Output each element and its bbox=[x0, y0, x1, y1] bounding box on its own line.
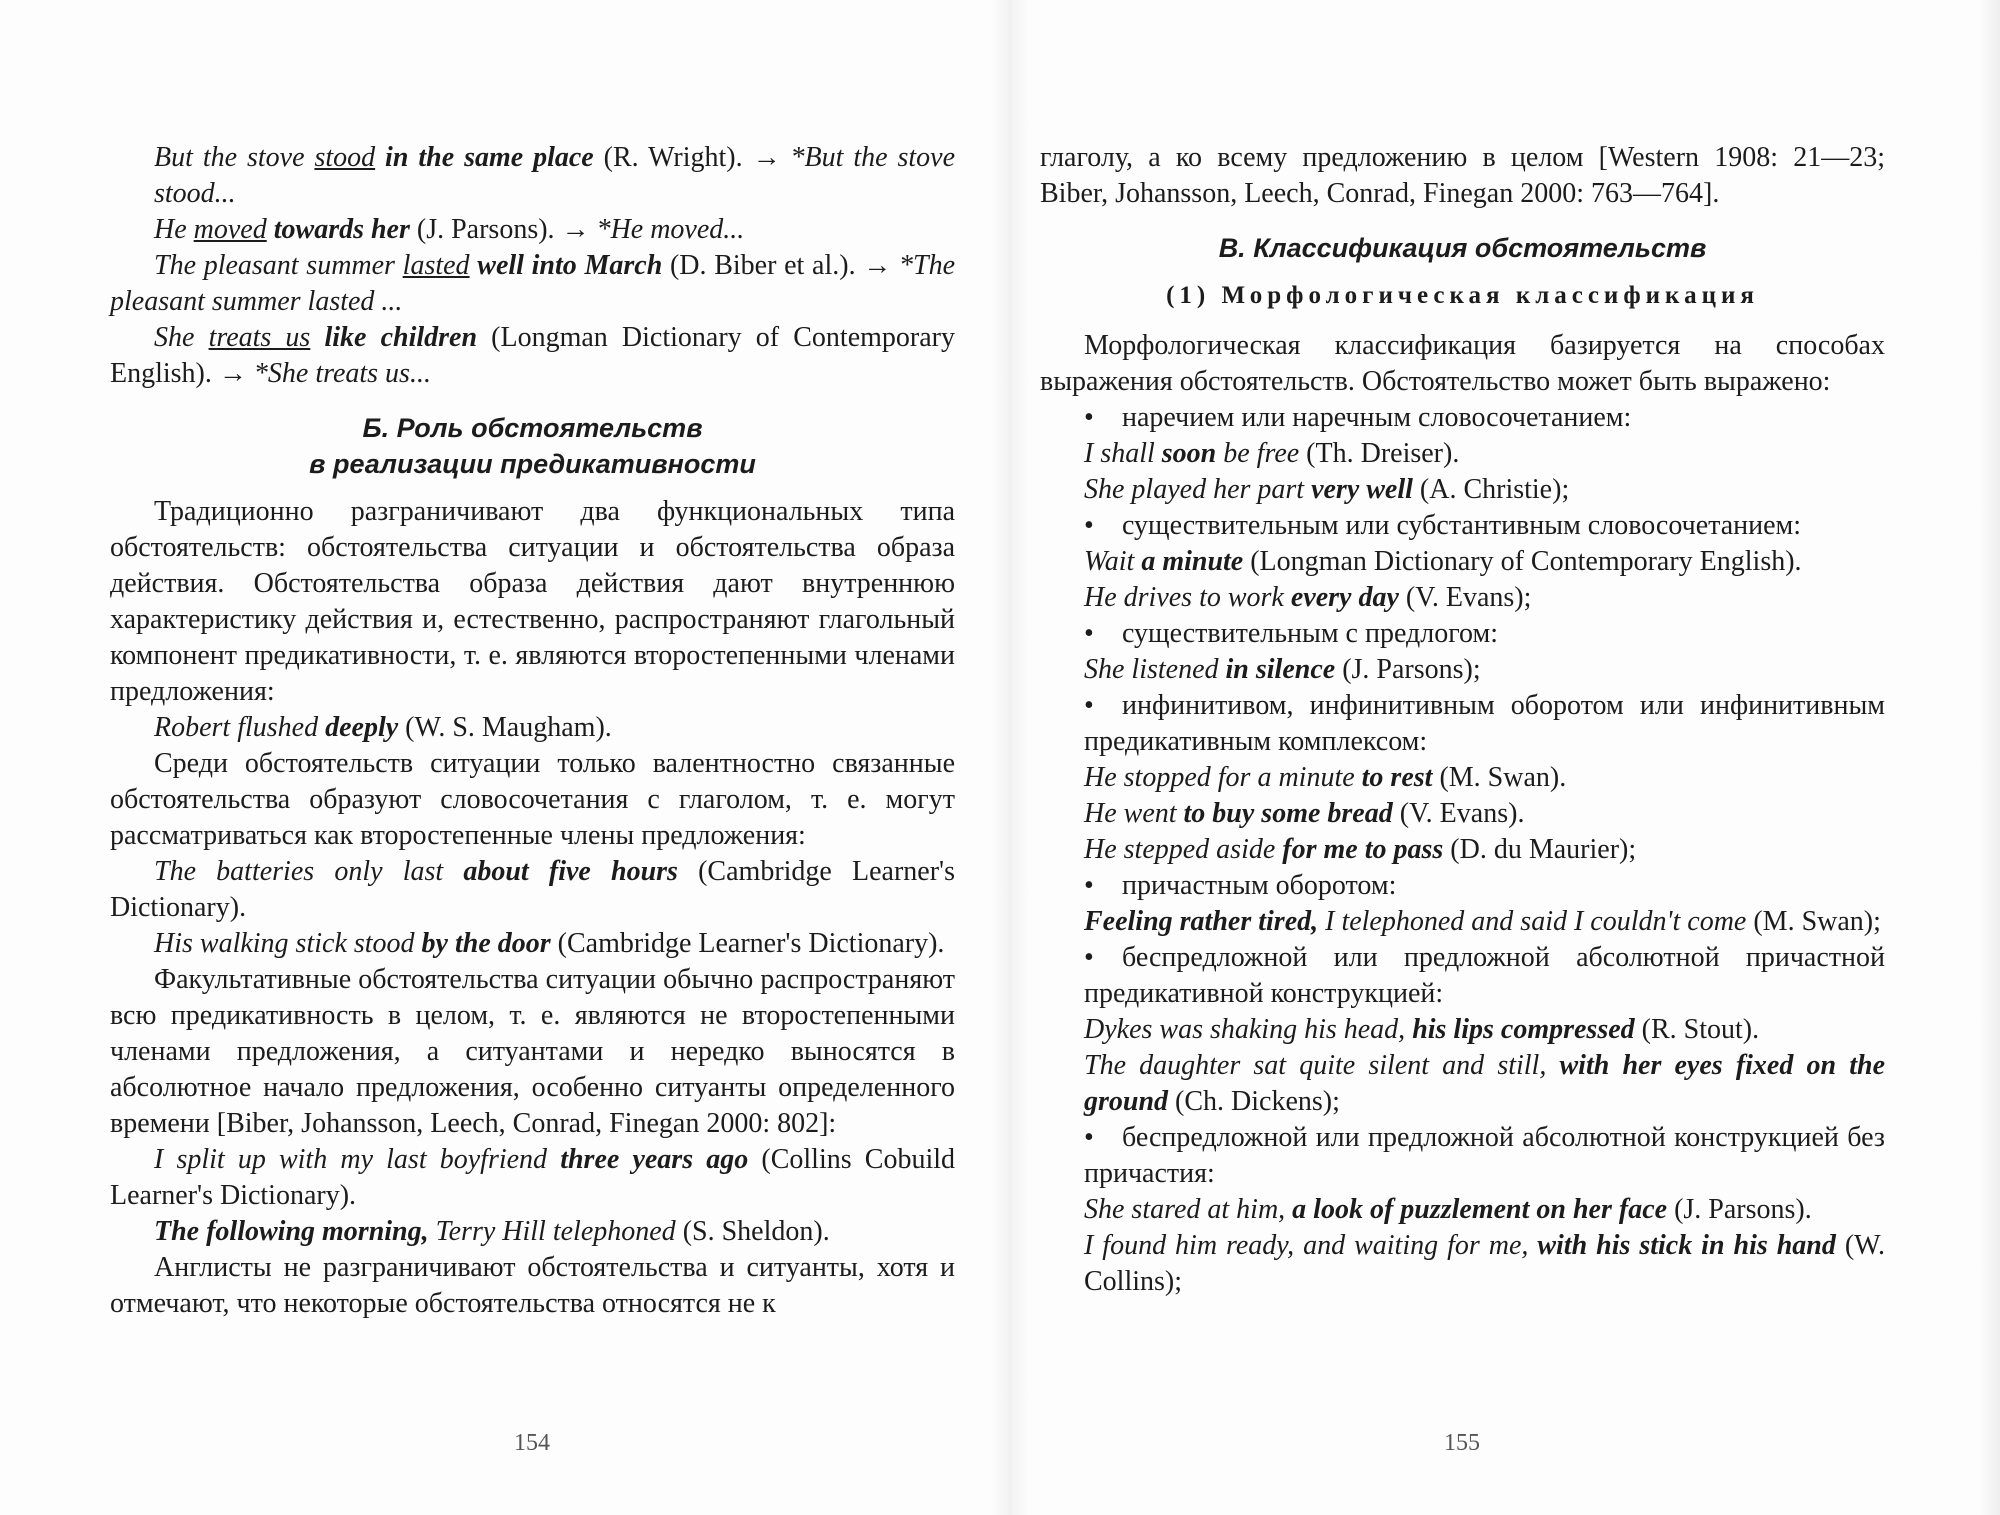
heading-line: в реализации предикативности bbox=[309, 449, 756, 479]
example-text: She played her part bbox=[1084, 474, 1312, 505]
example-line bbox=[1040, 1228, 1885, 1300]
example-source: (M. Swan); bbox=[1746, 906, 1881, 937]
example-source: (M. Swan). bbox=[1432, 762, 1567, 793]
example-source: (Cambridge Learner's Dictionary). bbox=[550, 928, 945, 959]
example-bold: with her eyes fixed on the ground bbox=[1084, 1050, 1885, 1117]
example-line bbox=[110, 854, 955, 926]
paragraph: Факультативные обстоятельства ситуации обычно распространяют всю предикативность в целом, т. е. являются не второстепенными членами предложения, а ситуантами и нередко выносятся в абсолютное начало предложения, особенно ситуанты определенного времени [Biber, Johansson, Leech, Conrad, Finegan 2000: 802]: bbox=[110, 964, 955, 1139]
example-text: Robert flushed bbox=[154, 712, 326, 743]
bullet-item bbox=[1040, 688, 1885, 760]
paragraph: Англисты не разграничивают обстоятельства и ситуанты, хотя и отмечают, что некоторые обстоятельства относятся не к bbox=[110, 1252, 955, 1319]
example-source: (R. Stout). bbox=[1634, 1014, 1760, 1045]
example-source: (Longman Dictionary of Contemporary English). bbox=[1243, 546, 1802, 577]
example-bold: about five hours bbox=[463, 856, 678, 887]
example-bold: three years ago bbox=[560, 1144, 749, 1175]
bullet-item bbox=[1040, 616, 1885, 652]
example-line bbox=[1040, 1048, 1885, 1120]
example-bold: to rest bbox=[1361, 762, 1433, 793]
left-page bbox=[110, 140, 955, 1322]
example-bold: Feeling rather tired, bbox=[1084, 906, 1319, 937]
example-source: (J. Parsons). → bbox=[409, 214, 597, 245]
bullet-item bbox=[1040, 508, 1885, 544]
example-text: She bbox=[154, 322, 209, 353]
book-fold-shadow bbox=[990, 0, 1030, 1515]
example-line bbox=[110, 248, 955, 320]
example-underlined: moved bbox=[193, 214, 267, 245]
example-bold: for me to pass bbox=[1282, 834, 1444, 865]
bullet-item bbox=[1040, 868, 1885, 904]
example-text: His walking stick stood bbox=[154, 928, 422, 959]
example-text: He stopped bbox=[1084, 762, 1218, 793]
bullet-text: наречием или наречным словосочетанием: bbox=[1122, 402, 1632, 433]
example-text: He drives to work bbox=[1084, 582, 1291, 613]
example-text: The batteries only last bbox=[154, 856, 464, 887]
example-text: But the stove bbox=[154, 142, 315, 173]
paragraph: Традиционно разграничивают два функциональных типа обстоятельств: обстоятельства ситуации и обстоятельства образа действия. Обстоятельства образа действия дают внутреннюю характеристику действия и, естественно, распространяют глагольный компонент предикативности, т. е. являются второстепенными членами предложения: bbox=[110, 496, 955, 707]
example-bold: every day bbox=[1290, 582, 1399, 613]
example-source: (S. Sheldon). bbox=[675, 1216, 830, 1247]
example-text: Terry Hill telephoned bbox=[428, 1216, 676, 1247]
example-source: (W. S. Maugham). bbox=[398, 712, 612, 743]
example-bold: like children bbox=[310, 322, 478, 353]
bullet-icon: • bbox=[1084, 870, 1094, 901]
example-bold: deeply bbox=[325, 712, 399, 743]
example-bold: soon bbox=[1161, 438, 1217, 469]
example-bold: in silence bbox=[1225, 654, 1336, 685]
example-underlined: treats us bbox=[208, 322, 311, 353]
example-line bbox=[1040, 472, 1885, 508]
example-bold: well into March bbox=[469, 250, 663, 281]
right-page bbox=[1040, 140, 1885, 1300]
example-source: (Ch. Dickens); bbox=[1168, 1086, 1340, 1117]
example-text: I shall bbox=[1084, 438, 1162, 469]
example-text: I telephoned and said I couldn't come bbox=[1318, 906, 1747, 937]
paragraph-continued: глаголу, а ко всему предложению в целом [Western 1908: 21—23; Biber, Johansson, Leech, Conrad, Finegan 2000: 763—764]. bbox=[1040, 142, 1885, 209]
example-line bbox=[1040, 652, 1885, 688]
bullet-item bbox=[1040, 400, 1885, 436]
bullet-text: беспредложной или предложной абсолютной конструкцией без причастия: bbox=[1084, 1122, 1885, 1189]
example-bold: with his stick in his hand bbox=[1537, 1230, 1836, 1261]
example-source: (A. Christie); bbox=[1412, 474, 1570, 505]
example-bold: very well bbox=[1311, 474, 1413, 505]
paragraph: Среди обстоятельств ситуации только валентностно связанные обстоятельства образуют словосочетания с глаголом, т. е. могут рассматриваться как второстепенные члены предложения: bbox=[110, 748, 955, 851]
example-line bbox=[110, 710, 955, 746]
page-edge-shadow bbox=[1978, 0, 2000, 1515]
example-source: (R. Wright). → bbox=[593, 142, 791, 173]
example-underlined: lasted bbox=[402, 250, 470, 281]
example-transform: *But the stove stood... bbox=[154, 142, 956, 209]
example-source: (Cambridge Learner's Dictionary). bbox=[110, 856, 955, 923]
bullet-icon: • bbox=[1084, 690, 1094, 721]
example-line bbox=[1040, 436, 1885, 472]
subsection-heading: (1) Морфологическая классификация bbox=[1166, 282, 1759, 309]
example-bold: towards her bbox=[266, 214, 410, 245]
example-text: The pleasant summer bbox=[154, 250, 403, 281]
bullet-item bbox=[1040, 940, 1885, 1012]
example-transform: *He moved... bbox=[596, 214, 745, 245]
example-text: I found him ready, and waiting for me, bbox=[1084, 1230, 1538, 1261]
example-source: (D. Biber et al.). → bbox=[662, 250, 899, 281]
example-text: Wait bbox=[1084, 546, 1142, 577]
example-line bbox=[110, 212, 955, 248]
example-line bbox=[110, 140, 955, 212]
example-bold: a look of puzzlement on her face bbox=[1292, 1194, 1668, 1225]
example-text: He bbox=[154, 214, 194, 245]
example-text: I split up with my last boyfriend bbox=[154, 1144, 561, 1175]
example-text: She listened bbox=[1084, 654, 1226, 685]
example-text: be free bbox=[1216, 438, 1300, 469]
example-transform: *She treats us... bbox=[253, 358, 431, 389]
example-text: for a minute bbox=[1217, 762, 1362, 793]
bullet-icon: • bbox=[1084, 942, 1094, 973]
example-text: He went bbox=[1084, 798, 1184, 829]
example-bold: his lips compressed bbox=[1412, 1014, 1635, 1045]
example-bold: The following morning, bbox=[154, 1216, 429, 1247]
bullet-icon: • bbox=[1084, 1122, 1094, 1153]
example-text: She stared at him, bbox=[1084, 1194, 1293, 1225]
section-heading-v: В. Классификация обстоятельств bbox=[1218, 233, 1707, 263]
example-source: (Th. Dreiser). bbox=[1299, 438, 1460, 469]
example-source: (V. Evans). bbox=[1392, 798, 1525, 829]
example-line bbox=[1040, 832, 1885, 868]
example-line bbox=[1040, 1012, 1885, 1048]
example-line bbox=[1040, 796, 1885, 832]
example-source: (Collins Cobuild Learner's Dictionary). bbox=[110, 1144, 955, 1211]
example-text: Dykes was shaking his head, bbox=[1084, 1014, 1413, 1045]
example-line bbox=[1040, 1192, 1885, 1228]
example-bold: to buy some bread bbox=[1183, 798, 1393, 829]
example-underlined: stood bbox=[314, 142, 376, 173]
example-line bbox=[1040, 544, 1885, 580]
example-source: (V. Evans); bbox=[1398, 582, 1532, 613]
example-line bbox=[110, 1214, 955, 1250]
example-source: (Longman Dictionary of Contemporary English). → bbox=[110, 322, 955, 389]
example-line bbox=[110, 1142, 955, 1214]
heading-line: Б. Роль обстоятельств bbox=[362, 413, 703, 443]
page-number-left: 154 bbox=[514, 1430, 550, 1456]
example-bold: a minute bbox=[1141, 546, 1244, 577]
example-source: (J. Parsons); bbox=[1335, 654, 1481, 685]
bullet-text: причастным оборотом: bbox=[1122, 870, 1397, 901]
example-source: (J. Parsons). bbox=[1667, 1194, 1812, 1225]
example-line bbox=[110, 320, 955, 392]
bullet-item bbox=[1040, 1120, 1885, 1192]
example-line bbox=[1040, 760, 1885, 796]
example-bold: in the same place bbox=[375, 142, 594, 173]
example-bold: by the door bbox=[421, 928, 551, 959]
page-number-right: 155 bbox=[1444, 1430, 1480, 1456]
example-source: (W. Collins); bbox=[1084, 1230, 1886, 1297]
bullet-icon: • bbox=[1084, 618, 1094, 649]
bullet-text: инфинитивом, инфинитивным оборотом или инфинитивным предикативным комплексом: bbox=[1084, 690, 1885, 757]
example-source: (D. du Maurier); bbox=[1443, 834, 1637, 865]
example-text: He stepped aside bbox=[1084, 834, 1283, 865]
bullet-text: существительным или субстантивным словосочетанием: bbox=[1122, 510, 1802, 541]
example-transform: *The pleasant summer lasted ... bbox=[110, 250, 955, 317]
bullet-icon: • bbox=[1084, 510, 1094, 541]
section-heading-b bbox=[110, 410, 955, 482]
bullet-icon: • bbox=[1084, 402, 1094, 433]
bullet-text: существительным с предлогом: bbox=[1122, 618, 1498, 649]
bullet-text: беспредложной или предложной абсолютной причастной предикативной конструкцией: bbox=[1084, 942, 1885, 1009]
example-line bbox=[1040, 580, 1885, 616]
paragraph: Морфологическая классификация базируется на способах выражения обстоятельств. Обстоятельство может быть выражено: bbox=[1040, 330, 1885, 397]
example-text: The daughter sat quite silent and still, bbox=[1084, 1050, 1560, 1081]
example-line bbox=[1040, 904, 1885, 940]
example-line bbox=[110, 926, 955, 962]
